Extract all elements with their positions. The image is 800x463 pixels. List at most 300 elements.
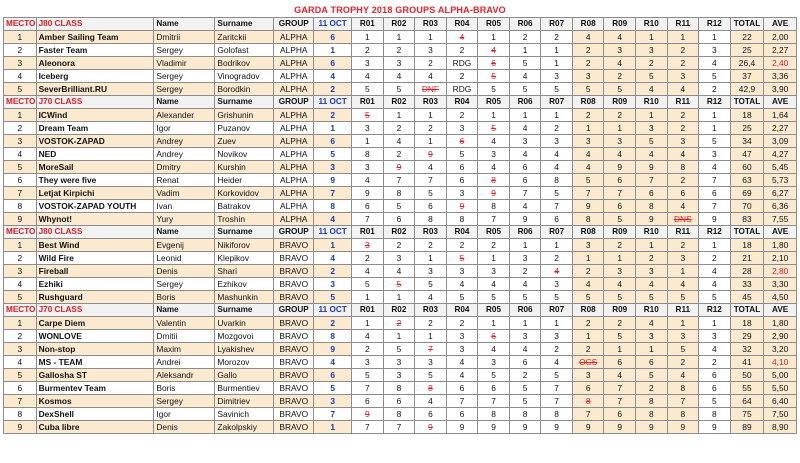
team-cell: They were five [36, 174, 154, 187]
surname-cell: Morozov [215, 356, 274, 369]
group-cell: BRAVO [274, 356, 314, 369]
race-result-cell: 3 [667, 252, 699, 265]
team-cell: SeverBrilliant.RU [36, 83, 154, 96]
race-result-cell: 6 [604, 174, 636, 187]
race-result-cell: 1 [541, 239, 573, 252]
race-result-cell: 3 [383, 57, 415, 70]
race-result-cell: 2 [446, 109, 478, 122]
day-cell: 4 [314, 213, 352, 226]
day-cell: 3 [314, 395, 352, 408]
race-result-cell: 5 [478, 83, 510, 96]
race-result-cell: 8 [699, 408, 731, 421]
class-header-row [4, 18, 797, 31]
ave-cell: 6,40 [764, 395, 797, 408]
race-result-cell: 6 [415, 200, 447, 213]
total-cell: 28 [730, 265, 764, 278]
surname-cell: Klepikov [215, 252, 274, 265]
col-header-race: R08 [572, 304, 604, 317]
ave-cell: 3,36 [764, 70, 797, 83]
race-result-cell: 8 [352, 148, 384, 161]
name-cell: Andrei [154, 356, 215, 369]
ave-cell: 5,73 [764, 174, 797, 187]
race-result-cell: 4 [509, 343, 541, 356]
race-result-cell: 6 [352, 200, 384, 213]
col-header-date: 11 OCT [314, 226, 352, 239]
race-result-cell: 2 [383, 44, 415, 57]
name-cell: Leonid [154, 252, 215, 265]
race-result-cell: 6 [699, 382, 731, 395]
race-result-cell: 7 [541, 395, 573, 408]
race-result-cell: 6 [446, 161, 478, 174]
table-row [4, 161, 797, 174]
place-cell: 1 [4, 31, 37, 44]
race-result-cell: 8 [636, 395, 668, 408]
name-cell: Ivan [154, 200, 215, 213]
race-result-cell: 4 [699, 343, 731, 356]
col-header-race: R10 [636, 226, 668, 239]
col-header-race: R03 [415, 304, 447, 317]
team-cell: Amber Sailing Team [36, 31, 154, 44]
total-cell: 26,4 [730, 57, 764, 70]
place-cell: 9 [4, 213, 37, 226]
col-header-race: R04 [446, 96, 478, 109]
race-result-cell: 6 [509, 174, 541, 187]
place-cell: 2 [4, 252, 37, 265]
table-row [4, 174, 797, 187]
race-result-cell: 5 [667, 343, 699, 356]
col-header-race: R04 [446, 304, 478, 317]
race-result-cell: 9 [572, 421, 604, 434]
place-cell: 9 [4, 421, 37, 434]
total-cell: 69 [730, 187, 764, 200]
race-result-cell: 6 [446, 135, 478, 148]
ave-cell: 4,27 [764, 148, 797, 161]
day-cell: 9 [314, 343, 352, 356]
race-result-cell: 6 [699, 369, 731, 382]
surname-cell: Lyakishev [215, 343, 274, 356]
total-cell: 34 [730, 135, 764, 148]
table-row [4, 395, 797, 408]
surname-cell: Gallo [215, 369, 274, 382]
ave-cell: 4,10 [764, 356, 797, 369]
race-result-cell: 4 [383, 70, 415, 83]
surname-cell: Heider [215, 174, 274, 187]
race-result-cell: 3 [415, 265, 447, 278]
surname-cell: Zaritckii [215, 31, 274, 44]
race-result-cell: 9 [509, 421, 541, 434]
name-cell: Dmitii [154, 330, 215, 343]
col-header-total: TOTAL [730, 96, 764, 109]
race-result-cell: 7 [509, 187, 541, 200]
race-result-cell: 4 [636, 278, 668, 291]
place-cell: 4 [4, 356, 37, 369]
surname-cell: Burmentiev [215, 382, 274, 395]
team-cell: Rushguard [36, 291, 154, 304]
ave-cell: 5,00 [764, 369, 797, 382]
race-result-cell: 4 [509, 122, 541, 135]
race-result-cell: 3 [509, 330, 541, 343]
group-cell: BRAVO [274, 408, 314, 421]
race-result-cell: 6 [446, 382, 478, 395]
col-header-race: R05 [478, 96, 510, 109]
ave-cell: 5,45 [764, 161, 797, 174]
table-row [4, 109, 797, 122]
total-cell: 63 [730, 174, 764, 187]
race-result-cell: 1 [699, 317, 731, 330]
race-result-cell: 5 [383, 278, 415, 291]
team-cell: Best Wind [36, 239, 154, 252]
group-cell: BRAVO [274, 395, 314, 408]
surname-cell: Puzanov [215, 122, 274, 135]
group-cell: BRAVO [274, 421, 314, 434]
table-row [4, 122, 797, 135]
race-result-cell: 8 [636, 408, 668, 421]
race-result-cell: 4 [478, 135, 510, 148]
race-result-cell: 4 [446, 356, 478, 369]
race-result-cell: 2 [541, 343, 573, 356]
race-result-cell: 8 [541, 174, 573, 187]
day-cell: 2 [314, 317, 352, 330]
race-result-cell: 8 [572, 213, 604, 226]
race-result-cell: 7 [415, 174, 447, 187]
race-result-cell: 1 [541, 109, 573, 122]
race-result-cell: 1 [636, 239, 668, 252]
race-result-cell: 8 [478, 200, 510, 213]
race-result-cell: 9 [636, 421, 668, 434]
race-result-cell: 1 [478, 252, 510, 265]
race-result-cell: 4 [604, 369, 636, 382]
race-result-cell: 9 [604, 161, 636, 174]
race-result-cell: 3 [383, 369, 415, 382]
race-result-cell: 4 [636, 317, 668, 330]
race-result-cell: 5 [478, 369, 510, 382]
race-result-cell: 6 [478, 382, 510, 395]
race-result-cell: 1 [383, 291, 415, 304]
race-result-cell: 2 [636, 382, 668, 395]
race-result-cell: 2 [572, 44, 604, 57]
name-cell: Boris [154, 291, 215, 304]
race-result-cell: 5 [541, 83, 573, 96]
place-cell: 3 [4, 343, 37, 356]
group-cell: ALPHA [274, 83, 314, 96]
race-result-cell: 9 [383, 161, 415, 174]
surname-cell: Shari [215, 265, 274, 278]
race-result-cell: 4 [667, 148, 699, 161]
race-result-cell: 2 [604, 317, 636, 330]
race-result-cell: 6 [509, 161, 541, 174]
col-header-race: R08 [572, 18, 604, 31]
race-result-cell: 9 [415, 421, 447, 434]
race-result-cell: 6 [604, 408, 636, 421]
class-label: J80 CLASS [36, 18, 154, 31]
race-result-cell: 3 [541, 330, 573, 343]
race-result-cell: 3 [446, 330, 478, 343]
total-cell: 83 [730, 213, 764, 226]
race-result-cell: 2 [415, 57, 447, 70]
race-result-cell: 7 [478, 213, 510, 226]
place-cell: 4 [4, 148, 37, 161]
day-cell: 3 [314, 161, 352, 174]
race-result-cell: 2 [541, 31, 573, 44]
race-result-cell: 3 [446, 187, 478, 200]
table-row [4, 421, 797, 434]
race-result-cell: 9 [572, 200, 604, 213]
race-result-cell: 8 [478, 174, 510, 187]
total-cell: 25 [730, 44, 764, 57]
race-result-cell: 3 [699, 44, 731, 57]
day-cell: 6 [314, 31, 352, 44]
col-header-race: R06 [509, 96, 541, 109]
col-header-ave: AVE [764, 18, 797, 31]
team-cell: Dream Team [36, 122, 154, 135]
race-result-cell: 4 [352, 174, 384, 187]
race-result-cell: 6 [636, 187, 668, 200]
ave-cell: 2,80 [764, 265, 797, 278]
team-cell: VOSTOK-ZAPAD [36, 135, 154, 148]
race-result-cell: 7 [478, 395, 510, 408]
race-result-cell: 1 [509, 239, 541, 252]
race-result-cell: 3 [446, 265, 478, 278]
table-row [4, 148, 797, 161]
race-result-cell: 3 [667, 330, 699, 343]
name-cell: Andrey [154, 148, 215, 161]
col-header-race: R02 [383, 304, 415, 317]
race-result-cell: 9 [604, 421, 636, 434]
race-result-cell: 5 [636, 70, 668, 83]
ave-cell: 2,27 [764, 44, 797, 57]
race-result-cell: 9 [509, 213, 541, 226]
race-result-cell: 4 [572, 31, 604, 44]
team-cell: Kosmos [36, 395, 154, 408]
col-header-ave: AVE [764, 304, 797, 317]
day-cell: 1 [314, 239, 352, 252]
total-cell: 75 [730, 408, 764, 421]
day-cell: 5 [314, 148, 352, 161]
race-result-cell: 4 [478, 343, 510, 356]
race-result-cell: 2 [667, 122, 699, 135]
race-result-cell: 5 [541, 291, 573, 304]
table-row [4, 317, 797, 330]
race-result-cell: 6 [604, 200, 636, 213]
race-result-cell: 2 [509, 369, 541, 382]
ave-cell: 8,90 [764, 421, 797, 434]
team-cell: Ezhiki [36, 278, 154, 291]
race-result-cell: 8 [636, 200, 668, 213]
team-cell: Aleonora [36, 57, 154, 70]
race-result-cell: 1 [572, 330, 604, 343]
race-result-cell: 2 [509, 31, 541, 44]
total-cell: 89 [730, 421, 764, 434]
col-header-surname: Surname [215, 18, 274, 31]
race-result-cell: 5 [604, 291, 636, 304]
race-result-cell: 2 [572, 265, 604, 278]
table-row [4, 213, 797, 226]
race-result-cell: 2 [667, 356, 699, 369]
race-result-cell: 2 [667, 57, 699, 70]
race-result-cell: 8 [446, 213, 478, 226]
race-result-cell: 9 [699, 421, 731, 434]
place-cell: 4 [4, 278, 37, 291]
name-cell: Valentin [154, 317, 215, 330]
race-result-cell: 4 [699, 161, 731, 174]
team-cell: Fireball [36, 265, 154, 278]
race-result-cell: 2 [699, 83, 731, 96]
race-result-cell: 5 [415, 369, 447, 382]
day-cell: 5 [314, 382, 352, 395]
table-row [4, 369, 797, 382]
col-header-race: R10 [636, 96, 668, 109]
col-header-place: MECTO [4, 18, 37, 31]
team-cell: Faster Team [36, 44, 154, 57]
group-cell: BRAVO [274, 291, 314, 304]
class-label: J80 CLASS [36, 226, 154, 239]
race-result-cell: 2 [636, 252, 668, 265]
group-cell: BRAVO [274, 278, 314, 291]
race-result-cell: 7 [541, 200, 573, 213]
total-cell: 60 [730, 161, 764, 174]
race-result-cell: 1 [383, 31, 415, 44]
race-result-cell: 3 [636, 265, 668, 278]
race-result-cell: RDG [446, 57, 478, 70]
group-cell: BRAVO [274, 330, 314, 343]
race-result-cell: 4 [636, 148, 668, 161]
surname-cell: Mashunkin [215, 291, 274, 304]
place-cell: 2 [4, 330, 37, 343]
col-header-race: R08 [572, 226, 604, 239]
race-result-cell: 1 [383, 109, 415, 122]
col-header-race: R08 [572, 96, 604, 109]
ave-cell: 1,64 [764, 109, 797, 122]
race-result-cell: 6 [415, 408, 447, 421]
table-row [4, 252, 797, 265]
day-cell: 1 [314, 421, 352, 434]
name-cell: Vladimir [154, 57, 215, 70]
race-result-cell: 1 [699, 239, 731, 252]
race-result-cell: 7 [667, 395, 699, 408]
surname-cell: Troshin [215, 213, 274, 226]
col-header-date: 11 OCT [314, 304, 352, 317]
col-header-name: Name [154, 226, 215, 239]
ave-cell: 3,09 [764, 135, 797, 148]
place-cell: 8 [4, 408, 37, 421]
race-result-cell: 7 [415, 343, 447, 356]
name-cell: Sergey [154, 83, 215, 96]
col-header-race: R05 [478, 304, 510, 317]
race-result-cell: 5 [604, 330, 636, 343]
results-sheet [3, 3, 797, 434]
race-result-cell: 6 [509, 356, 541, 369]
race-result-cell: 5 [636, 369, 668, 382]
surname-cell: Dimitriev [215, 395, 274, 408]
race-result-cell: 4 [572, 278, 604, 291]
race-result-cell: 4 [509, 200, 541, 213]
col-header-race: R09 [604, 304, 636, 317]
race-result-cell: 3 [636, 330, 668, 343]
race-result-cell: 2 [699, 252, 731, 265]
place-cell: 7 [4, 395, 37, 408]
race-result-cell: 7 [541, 382, 573, 395]
surname-cell: Borodkin [215, 83, 274, 96]
col-header-race: R03 [415, 96, 447, 109]
race-result-cell: 2 [604, 239, 636, 252]
place-cell: 2 [4, 122, 37, 135]
place-cell: 5 [4, 161, 37, 174]
name-cell: Andrey [154, 135, 215, 148]
group-cell: ALPHA [274, 161, 314, 174]
col-header-race: R04 [446, 18, 478, 31]
col-header-race: R05 [478, 226, 510, 239]
surname-cell: Korkovidov [215, 187, 274, 200]
race-result-cell: 3 [352, 122, 384, 135]
col-header-race: R04 [446, 226, 478, 239]
race-result-cell: 2 [352, 343, 384, 356]
day-cell: 1 [314, 122, 352, 135]
surname-cell: Zakolpskiy [215, 421, 274, 434]
name-cell: Igor [154, 408, 215, 421]
name-cell: Dmitry [154, 161, 215, 174]
race-result-cell: 5 [509, 395, 541, 408]
col-header-race: R01 [352, 304, 384, 317]
ave-cell: 2,10 [764, 252, 797, 265]
race-result-cell: 9 [446, 421, 478, 434]
team-cell: MoreSail [36, 161, 154, 174]
col-header-race: R01 [352, 18, 384, 31]
place-cell: 5 [4, 291, 37, 304]
race-result-cell: 5 [478, 122, 510, 135]
ave-cell: 4,50 [764, 291, 797, 304]
race-result-cell: 4 [541, 148, 573, 161]
col-header-group: GROUP [274, 226, 314, 239]
race-result-cell: 6 [699, 187, 731, 200]
race-result-cell: 9 [352, 187, 384, 200]
table-row [4, 239, 797, 252]
race-result-cell: 5 [636, 291, 668, 304]
race-result-cell: 7 [699, 200, 731, 213]
total-cell: 42,9 [730, 83, 764, 96]
place-cell: 2 [4, 44, 37, 57]
table-row [4, 330, 797, 343]
race-result-cell: 2 [415, 317, 447, 330]
surname-cell: Zuev [215, 135, 274, 148]
race-result-cell: 5 [509, 382, 541, 395]
total-cell: 37 [730, 70, 764, 83]
race-result-cell: 3 [604, 44, 636, 57]
group-cell: ALPHA [274, 187, 314, 200]
race-result-cell: 5 [446, 291, 478, 304]
ave-cell: 2,27 [764, 122, 797, 135]
race-result-cell: 1 [415, 109, 447, 122]
race-result-cell: 9 [446, 200, 478, 213]
total-cell: 41 [730, 356, 764, 369]
race-result-cell: 4 [604, 57, 636, 70]
total-cell: 18 [730, 239, 764, 252]
race-result-cell: 4 [541, 356, 573, 369]
ave-cell: 6,36 [764, 200, 797, 213]
day-cell: 6 [314, 135, 352, 148]
group-cell: BRAVO [274, 343, 314, 356]
race-result-cell: 3 [446, 343, 478, 356]
col-header-race: R02 [383, 18, 415, 31]
race-result-cell: 5 [446, 148, 478, 161]
race-result-cell: 5 [478, 291, 510, 304]
col-header-race: R12 [699, 96, 731, 109]
place-cell: 8 [4, 200, 37, 213]
race-result-cell: 4 [415, 291, 447, 304]
surname-cell: Kurshin [215, 161, 274, 174]
race-result-cell: 6 [541, 213, 573, 226]
race-result-cell: 8 [541, 408, 573, 421]
race-result-cell: 3 [541, 70, 573, 83]
